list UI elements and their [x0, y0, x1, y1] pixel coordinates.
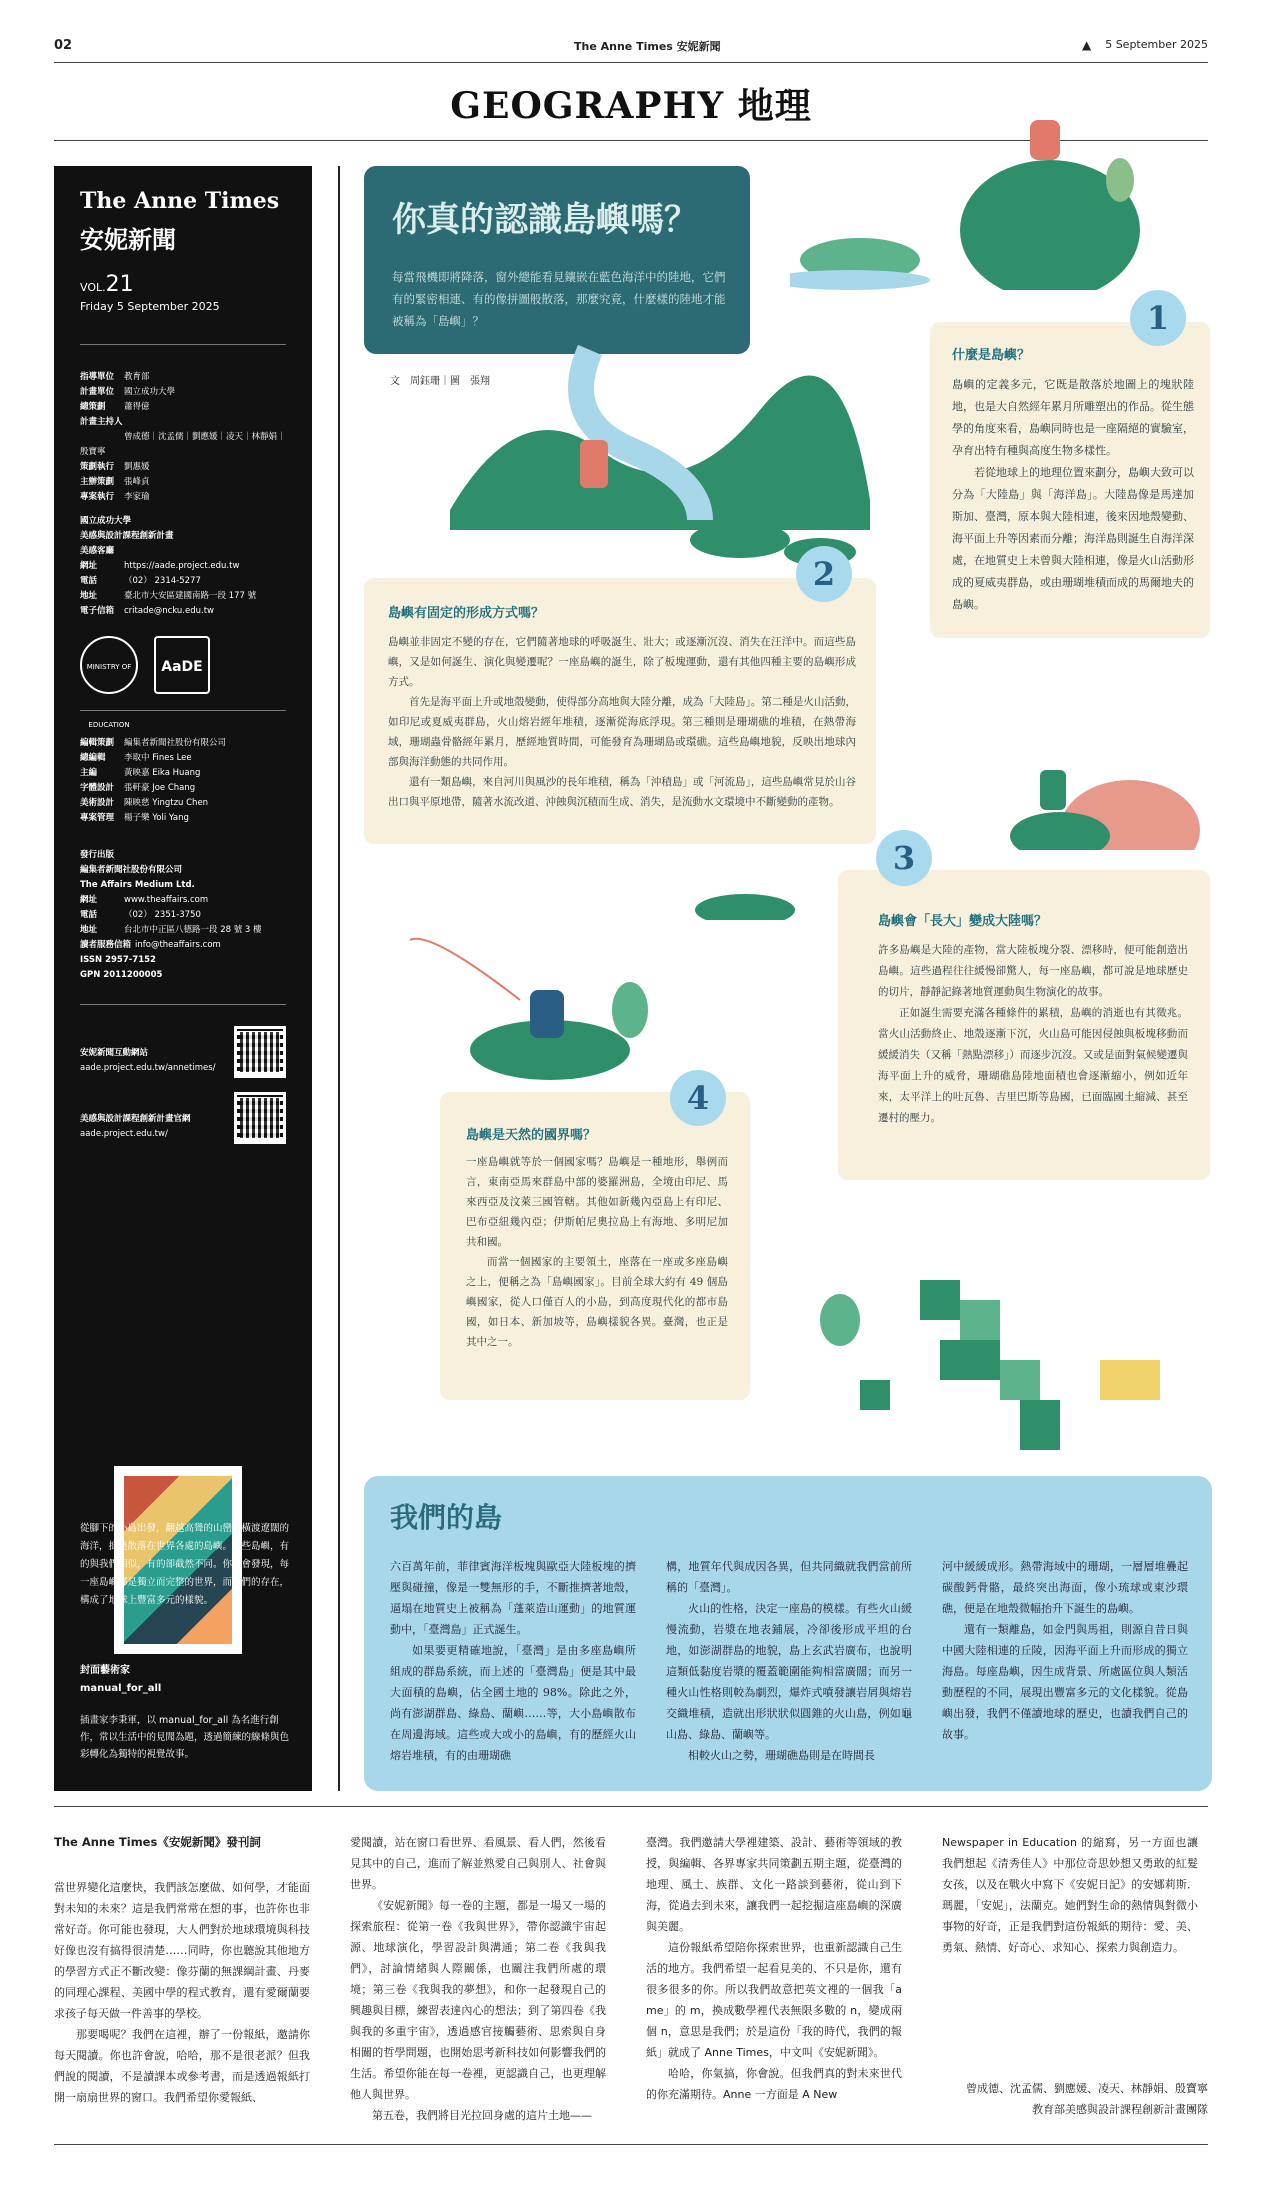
credit-row: [80, 893, 290, 908]
credit-value: 國立成功大學: [124, 387, 176, 397]
masthead-date: Friday 5 September 2025: [80, 300, 220, 313]
credit-row: [80, 460, 290, 475]
paragraph: 還有一類離島，如金門與馬祖，則源自昔日與中國大陸相連的丘陵，因海平面上升而形成的獨立海島。每座島嶼，因生成背景、所處區位與人類活動歷程的不同，展現出豐富多元的文化樣貌。從島嶼出發，我們不僅讀地球的歷史，也讀我們自己的故事。: [942, 1623, 1188, 1741]
credit-row: [80, 385, 290, 400]
divider: [80, 710, 286, 711]
paragraph: 第五卷，我們將目光拉回身處的這片土地——: [372, 2109, 592, 2122]
credit-key: 電子信箱: [80, 606, 115, 616]
credit-key: 主編: [80, 768, 98, 778]
qr1-url[interactable]: aade.project.edu.tw/annetimes/: [80, 1063, 216, 1073]
credit-key: 專案管理: [80, 813, 115, 823]
card-question: 島嶼會「長大」變成大陸嗎？: [878, 914, 1048, 929]
credit-value: 劉惠媛: [124, 462, 150, 472]
paragraph: 相較火山之勢，珊瑚礁島則是在時間長: [688, 1749, 875, 1762]
issue-date: 5 September 2025: [1105, 38, 1208, 51]
hero-intro: 每當飛機即將降落，窗外總能看見鑲嵌在藍色海洋中的陸地，它們有的緊密相連、有的像拼圖般散落，那麼究竟，什麼樣的陸地才能被稱為「島嶼」？: [392, 270, 726, 328]
divider: [80, 1004, 286, 1005]
credit-value: www.theaffairs.com: [124, 895, 209, 905]
top-bar: [54, 38, 1208, 58]
credits-list: [80, 370, 290, 505]
qr2-caption: [80, 1112, 230, 1142]
card-number-badge: 1: [1130, 290, 1186, 346]
divider: [54, 2144, 1208, 2145]
credit-key: 網址: [80, 895, 98, 905]
paragraph: 六百萬年前，菲律賓海洋板塊與歐亞大陸板塊的擠壓與碰撞，像是一雙無形的手，不斷推擠著地殼，逼塌在地質史上被稱為「蓬萊造山運動」的地質運動中，「臺灣島」正式誕生。: [390, 1560, 636, 1636]
credit-key: 美感與設計課程創新計畫: [80, 531, 174, 541]
credit-key: 專案執行: [80, 492, 115, 502]
manifesto-column: [54, 1832, 310, 2108]
credit-row: [80, 863, 290, 878]
divider: [80, 344, 286, 345]
credit-key: 字體設計: [80, 783, 115, 793]
our-island-section: [364, 1476, 1212, 1791]
card-number-badge: 3: [876, 830, 932, 886]
credit-row: [80, 574, 290, 589]
section-title: GEOGRAPHY 地理: [450, 85, 812, 127]
qr2-title: 美感與設計課程創新計畫官網: [80, 1114, 191, 1124]
credit-value: https://aade.project.edu.tw: [124, 561, 240, 571]
credit-key: 指導單位: [80, 372, 115, 382]
credit-key: 網址: [80, 561, 98, 571]
credit-value: 台北市中正區八德路一段 28 號 3 樓: [124, 925, 262, 935]
volume: [80, 272, 134, 297]
divider: [54, 1806, 1208, 1807]
credit-row: [80, 968, 290, 983]
paragraph: 一座島嶼就等於一個國家嗎？島嶼是一種地形，舉例而言，東南亞馬來群島中部的婆羅洲島，全境由印尼、馬來西亞及汶萊三國管轄。其他如新幾內亞島上有印尼、巴布亞紐幾內亞；伊斯帕尼奧拉島上有海地、多明尼加共和國。: [466, 1156, 728, 1248]
card-question: 什麼是島嶼？: [952, 348, 1031, 363]
credit-value: 教育部: [124, 372, 150, 382]
faq-card-4: [440, 1092, 750, 1400]
paragraph: 若從地球上的地理位置來劃分，島嶼大致可以分為「大陸島」與「海洋島」。大陸島像是馬達加斯加、臺灣，原本與大陸相連，後來因地殼變動、海平面上升等因素而分離；海洋島則誕生自海洋深處，在地質史上未曾與大陸相連，像是火山活動形成的夏威夷群島，或由珊瑚堆積而成的馬爾地夫的島嶼。: [952, 466, 1194, 611]
faq-card-1: [930, 322, 1210, 638]
credit-key: 美感客廳: [80, 546, 115, 556]
credit-row: [80, 878, 290, 893]
paragraph: 許多島嶼是大陸的產物，當大陸板塊分裂、漂移時，便可能創造出島嶼。這些過程往往緩慢卻驚人，每一座島嶼，都可說是地球歷史的切片，靜靜記錄著地質運動與生物演化的故事。: [878, 944, 1188, 998]
artist-heading: [80, 1662, 280, 1698]
paper-logo-icon: ▲: [1082, 38, 1092, 52]
faq-card-3: [838, 870, 1210, 1180]
credit-row: [80, 848, 290, 863]
credit-key: ISSN 2957-7152: [80, 955, 156, 965]
card-number-badge: 2: [796, 546, 852, 602]
credit-value: （02） 2351-3750: [124, 910, 201, 920]
card-question: 島嶼是天然的國界嗎？: [466, 1128, 597, 1143]
card-body: [388, 632, 856, 812]
editorial-credits: [80, 736, 290, 826]
credit-key: 讀者服務信箱: [80, 940, 132, 950]
paragraph: 構，地質年代與成因各異，但共同織就我們當前所稱的「臺灣」。: [666, 1560, 912, 1594]
credit-key: 主辦策劃: [80, 477, 115, 487]
byline: 文 周鈺珊｜圖 張翔: [390, 376, 490, 387]
qr-code-icon[interactable]: [234, 1026, 286, 1078]
credit-value: 臺北市大安區建國南路一段 177 號: [124, 591, 257, 601]
paragraph: 《安妮新聞》每一卷的主題，都是一場又一場的探索旅程：從第一卷《我與世界》，帶你認識宇宙起源、地球演化，學習設計與溝通；第二卷《我與我們》，討論情緒與人際關係，也關注我們所處的環境；第三卷《我與我的夢想》，和你一起發現自己的興趣與目標，練習表達內心的想法；到了第四卷《我與我的多重宇宙》，透過感官接觸藝術、思索與自身相關的哲學問題，也開始思考新科技如何影響我們的生活。希望你能在每一卷裡，更認識自己，也更理解他人與世界。: [350, 1899, 606, 2101]
artist-name: manual_for_all: [80, 1683, 162, 1694]
credit-row: [80, 529, 290, 544]
credit-row: [80, 415, 290, 430]
credit-row: [80, 559, 290, 574]
credit-key: 編集者新聞社股份有限公司: [80, 865, 183, 875]
credit-value: 張峰貞: [124, 477, 150, 487]
small-island-icon: [690, 880, 800, 920]
paragraph: 那要喝呢？我們在這裡，辦了一份報紙，邀請你每天閱讀。你也許會說，哈哈，那不是很老派？但我們說的閱讀，不是讀課本或參考書，而是透過報紙打開一扇扇世界的窗口。我們希望你愛報紙、: [54, 2028, 310, 2104]
card-body: [878, 940, 1188, 1129]
credit-row: [80, 908, 290, 923]
faq-card-2: [364, 578, 876, 844]
paragraph: 火山的性格，決定一座島的模樣。有些火山緩慢流動，岩漿在地表鋪展，冷卻後形成平坦的台地，如澎湖群島的地貌，島上玄武岩廣布，也說明這類低黏度岩漿的覆蓋範圍能夠相當廣闊；而另一種火山性格則較為劇烈，爆炸式噴發讓岩屑與熔岩交織堆積，造就出形狀狀似圓錐的火山島，例如龜山島、綠島、蘭嶼等。: [666, 1602, 912, 1741]
volume-number: 21: [105, 272, 134, 297]
section-heading: 我們的島: [390, 1501, 503, 1534]
paragraph: 河中緩緩成形。熱帶海域中的珊瑚，一層層堆疊起碳酸鈣骨骼，最終突出海面，像小琉球或東沙環礁，便是在地殼微幅抬升下誕生的島嶼。: [942, 1560, 1188, 1615]
ministry-seal-icon: [80, 636, 138, 729]
paragraph: 島嶼的定義多元，它既是散落於地圖上的塊狀陸地，也是大自然經年累月所雕塑出的作品。從生態學的角度來看，島嶼同時也是一座隔絕的實驗室，孕育出特有種與高度生物多樣性。: [952, 378, 1194, 457]
credit-value: 編集者新聞社股份有限公司: [124, 738, 227, 748]
pixel-island-illustration: [800, 1240, 1200, 1480]
credit-row: [80, 751, 290, 766]
credit-row: [80, 781, 290, 796]
signature-names: 曾成德、沈孟儒、劉應媛、凌天、林靜娟、殷寶寧: [966, 2082, 1208, 2095]
credit-row: [80, 400, 290, 415]
credit-row: [80, 430, 290, 460]
paragraph: 愛閱讀，站在窗口看世界、看風景、看人們，然後看見其中的自己，進而了解並熟愛自己與別人、社會與世界。: [350, 1836, 606, 1891]
credit-row: [80, 736, 290, 751]
qr2-url[interactable]: aade.project.edu.tw/: [80, 1129, 168, 1139]
paragraph: 而當一個國家的主要領土，座落在一座或多座島嶼之上，便稱之為「島嶼國家」。目前全球大約有 49 個島嶼國家，從人口僅百人的小島，到高度現代化的都市島國，如日本、新加坡等，島嶼樣貌各異。臺灣，也正是其中之一。: [466, 1256, 728, 1348]
credit-key: 發行出版: [80, 850, 115, 860]
credit-row: [80, 766, 290, 781]
island-hills-illustration: [790, 100, 1170, 290]
fishing-island-illustration: [400, 930, 650, 1100]
card-number-badge: 4: [670, 1070, 726, 1126]
credit-key: 編輯策劃: [80, 738, 115, 748]
credit-row: [80, 938, 290, 953]
paragraph: 島嶼並非固定不變的存在，它們隨著地球的呼吸誕生、壯大；或逐漸沉沒、消失在汪洋中。而這些島嶼，又是如何誕生、演化與變遷呢？一座島嶼的誕生，除了板塊運動，還有其他四種主要的島嶼形成方式。: [388, 636, 856, 688]
credit-row: [80, 604, 290, 619]
masthead-title-en: The Anne Times: [80, 188, 280, 214]
credit-key: The Affairs Medium Ltd.: [80, 880, 195, 890]
text-column: [942, 1556, 1188, 1745]
manifesto-column: [646, 1832, 902, 2105]
credit-row: [80, 811, 290, 826]
credit-value: （02） 2314-5277: [124, 576, 201, 586]
paragraph: 還有一類島嶼，來自河川與風沙的長年堆積，稱為「沖積島」或「河流島」，這些島嶼常見於山谷出口與平原地帶，隨著水流改道、沖蝕與沉積而生成、消失，是流動水文環境中不斷變動的產物。: [388, 776, 856, 808]
logo-text: AaDE: [161, 659, 203, 675]
credit-value: 曾成德｜沈孟儒｜劉應媛｜凌天｜林靜娟｜殷寶寧: [80, 432, 286, 457]
credit-row: [80, 514, 290, 529]
aade-logo-icon: [154, 636, 210, 694]
artist-description: 插畫家李秉軍，以 manual_for_all 為名進行創作，常以生活中的見聞為題，透過簡練的線條與色彩轉化為獨特的視覺故事。: [80, 1715, 290, 1760]
org-list: [80, 514, 290, 619]
credit-row: [80, 923, 290, 938]
credit-value: 陳映慈 Yingtzu Chen: [124, 798, 209, 808]
signature-team: 教育部美感與設計課程創新計畫團隊: [1032, 2103, 1208, 2116]
river-valley-illustration: [440, 330, 880, 570]
credit-key: 地址: [80, 925, 98, 935]
paragraph: Newspaper in Education 的縮寫，另一方面也讓我們想起《清秀佳人》中那位奇思妙想又勇敢的紅髮女孩，以及在戰火中寫下《安妮日記》的安娜莉斯．瑪麗，「安妮」，法蘭克。她們對生命的熱情與對微小事物的好奇，正是我們對這份報紙的期待：愛、美、勇氣、熱情、好奇心、求知心、探索力與創造力。: [942, 1836, 1198, 1954]
credit-value: 李取中 Fines Lee: [124, 753, 192, 763]
credit-value: 蕭得億: [124, 402, 150, 412]
credit-key: 地址: [80, 591, 98, 601]
page-number: 02: [54, 38, 73, 53]
manifesto-heading: The Anne Times《安妮新聞》發刊詞: [54, 1835, 261, 1849]
seal-text: MINISTRY OF EDUCATION: [86, 663, 132, 729]
hero-title: 你真的認識島嶼嗎？: [392, 200, 698, 240]
artist-label: 封面藝術家: [80, 1665, 130, 1676]
credit-row: [80, 796, 290, 811]
credit-key: 國立成功大學: [80, 516, 132, 526]
publisher-info: [80, 848, 290, 983]
credit-row: [80, 544, 290, 559]
text-column: [666, 1556, 912, 1766]
credit-key: 計畫單位: [80, 387, 115, 397]
credit-value: 楊子樂 Yoli Yang: [124, 813, 189, 823]
card-body: [466, 1152, 728, 1352]
paper-name: The Anne Times 安妮新聞: [574, 40, 721, 53]
manifesto-column: [350, 1832, 606, 2126]
credit-value: 黃映嘉 Eika Huang: [124, 768, 201, 778]
credit-key: 策劃執行: [80, 462, 115, 472]
paragraph: 哈哈，你氣搞，你會說。但我們真的對未來世代的你充滿期待。Anne 一方面是 A New: [646, 2067, 902, 2101]
credit-row: [80, 370, 290, 385]
credit-value: info@theaffairs.com: [135, 940, 221, 950]
credit-row: [80, 475, 290, 490]
poster-description: 從腳下的小島出發，翻越高聳的山巒，橫渡遼闊的海洋，抵達散落在世界各處的島嶼。這些島嶼，有的與我們相似，有的卻截然不同。你將會發現，每一座島嶼都是獨立而完整的世界，而它們的存在，構成了地球上豐富多元的樣貌。: [80, 1523, 290, 1606]
volume-label: VOL.: [80, 281, 106, 294]
credit-row: [80, 589, 290, 604]
manifesto-signature: [942, 2078, 1208, 2120]
credit-key: 電話: [80, 910, 98, 920]
climbing-hill-illustration: [1000, 740, 1200, 850]
paragraph: 當世界變化這麼快，我們該怎麼做、如何學，才能面對未知的未來？這是我們常常在想的事，也許你也非常好奇。你可能也發現，大人們對於地球環境與科技好像也沒有搞得很清楚……同時，你也聽說其他地方的學習方式正不斷改變：像芬蘭的無課綱計畫、丹麥的同理心課程、美國中學的程式教育，還有愛爾蘭要求孩子每天做一件善事的學校。: [54, 1881, 310, 2020]
divider: [54, 62, 1208, 63]
credit-key: 美術設計: [80, 798, 115, 808]
credit-value: 張軒豪 Joe Chang: [124, 783, 196, 793]
hero-box: [364, 166, 750, 354]
paragraph: 如果要更精確地說，「臺灣」是由多座島嶼所組成的群島系統，而上述的「臺灣島」便是其中最大面積的島嶼，佔全國土地的 98%。除此之外，尚有澎湖群島、綠島、蘭嶼……等，大小島嶼散布在周邊海域。這些或大或小的島嶼，有的歷經火山熔岩堆積，有的由珊瑚礁: [390, 1644, 636, 1762]
credit-value: 李家瑜: [124, 492, 150, 502]
card-question: 島嶼有固定的形成方式嗎？: [388, 606, 545, 621]
credit-key: 總編輯: [80, 753, 106, 763]
paragraph: 正如誕生需要充滿各種條件的累積，島嶼的消逝也有其徵兆。當火山活動終止、地殼逐漸下沉，火山島可能因侵蝕與板塊移動而緩緩消失（又稱「熱點漂移」）而逐步沉沒。又或是面對氣候變遷與海平面上升的威脅，珊瑚礁島陸地面積也會逐漸縮小，例如近年來，太平洋上的吐瓦魯、吉里巴斯等島國，已面臨國土縮減、甚至遷村的壓力。: [878, 1007, 1188, 1124]
credit-key: 總策劃: [80, 402, 106, 412]
qr1-caption: [80, 1046, 230, 1076]
qr1-title: 安妮新聞互動網站: [80, 1048, 149, 1058]
column-divider: [338, 166, 340, 1791]
credit-row: [80, 490, 290, 505]
paragraph: 首先是海平面上升或地殼變動，使得部分高地與大陸分離，成為「大陸島」。第二種是火山活動，如印尼或夏威夷群島，火山熔岩經年堆積，逐漸從海底浮現。第三種則是珊瑚礁的堆積，在熱帶海域，珊瑚蟲骨骼經年累月，歷經地質時間，可能發育為珊瑚島或環礁。這些島嶼地貌，反映出地球內部與海洋動態的共同作用。: [388, 696, 856, 768]
text-column: [390, 1556, 636, 1766]
paragraph: 這份報紙希望陪你探索世界，也重新認識自己生活的地方。我們希望一起看見美的、不只是你，還有很多很多的你。所以我們故意把英文裡的一個我「a me」的 m，換成數學裡代表無限多數的 n，變成兩個 n，意思是我們；於是這份「我的時代，我們的報紙」就成了 Anne Times，中文叫《安妮新聞》。: [646, 1941, 902, 2059]
credit-key: 電話: [80, 576, 98, 586]
credit-value: critade@ncku.edu.tw: [124, 606, 215, 616]
credit-row: [80, 953, 290, 968]
credit-key: 計畫主持人: [80, 417, 123, 427]
manifesto-column: [942, 1832, 1198, 1958]
masthead-title-zh: 安妮新聞: [80, 225, 176, 254]
paragraph: 臺灣。我們邀請大學裡建築、設計、藝術等領域的教授，與編輯、各界專家共同策劃五期主題，從臺灣的地理、風土、族群、文化一路談到藝術，從山到下海，從過去到未來，讓我們一起挖掘這座島嶼的深廣與美麗。: [646, 1836, 902, 1933]
qr-code-icon[interactable]: [234, 1092, 286, 1144]
credit-key: GPN 2011200005: [80, 970, 163, 980]
card-body: [952, 374, 1194, 616]
masthead-sidebar: [54, 166, 312, 1791]
